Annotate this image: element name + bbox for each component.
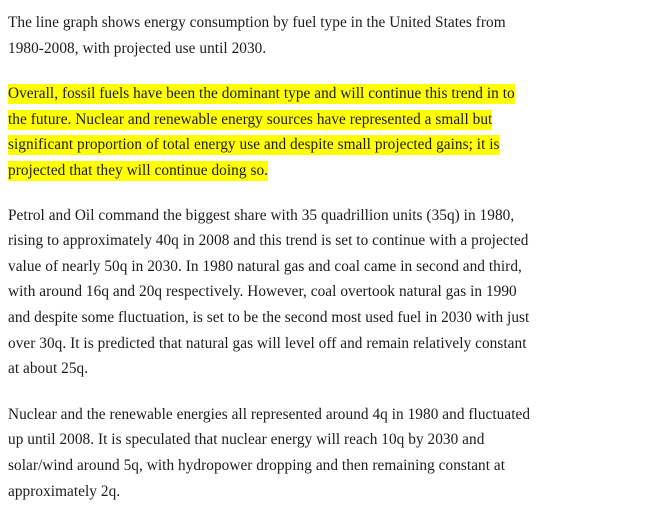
- paragraph-intro: [8, 10, 646, 61]
- text-line: approximately 2q.: [8, 482, 121, 500]
- text-line: 1980-2008, with projected use until 2030.: [8, 39, 267, 57]
- highlight-mark: Overall, fossil fuels have been the dominant type and will continue this trend in to: [8, 85, 515, 103]
- text-line: Petrol and Oil command the biggest share with 35 quadrillion units (35q) in 1980,: [8, 206, 515, 224]
- text-line: at about 25q.: [8, 360, 89, 378]
- text-line: solar/wind around 5q, with hydropower dropping and then remaining constant at: [8, 456, 506, 474]
- text-line: and despite some fluctuation, is set to be the second most used fuel in 2030 with just: [8, 308, 530, 326]
- highlight-mark: projected that they will continue doing so.: [8, 161, 269, 179]
- text-line: rising to approximately 40q in 2008 and this trend is set to continue with a projected: [8, 232, 529, 250]
- text-line: value of nearly 50q in 2030. In 1980 natural gas and coal came in second and third,: [8, 257, 522, 275]
- text-line: Nuclear and the renewable energies all represented around 4q in 1980 and fluctuated: [8, 405, 531, 423]
- text-line: The line graph shows energy consumption by fuel type in the United States from: [8, 14, 506, 31]
- text-line-highlighted: [8, 107, 646, 133]
- text-line: with around 16q and 20q respectively. However, coal overtook natural gas in 1990: [8, 283, 517, 301]
- highlight-mark: the future. Nuclear and renewable energy sources have represented a small but: [8, 110, 493, 128]
- paragraph-body-one: [8, 203, 646, 382]
- text-line: over 30q. It is predicted that natural gas will level off and remain relatively constant: [8, 334, 527, 352]
- paragraph-body-two: [8, 402, 646, 504]
- paragraph-overview: [8, 81, 646, 183]
- text-line-highlighted: [8, 81, 646, 107]
- text-line-highlighted: [8, 158, 646, 184]
- text-line-highlighted: [8, 132, 646, 158]
- text-line: up until 2008. It is speculated that nuclear energy will reach 10q by 2030 and: [8, 431, 485, 449]
- highlight-mark: significant proportion of total energy use and despite small projected gains; it is: [8, 136, 500, 154]
